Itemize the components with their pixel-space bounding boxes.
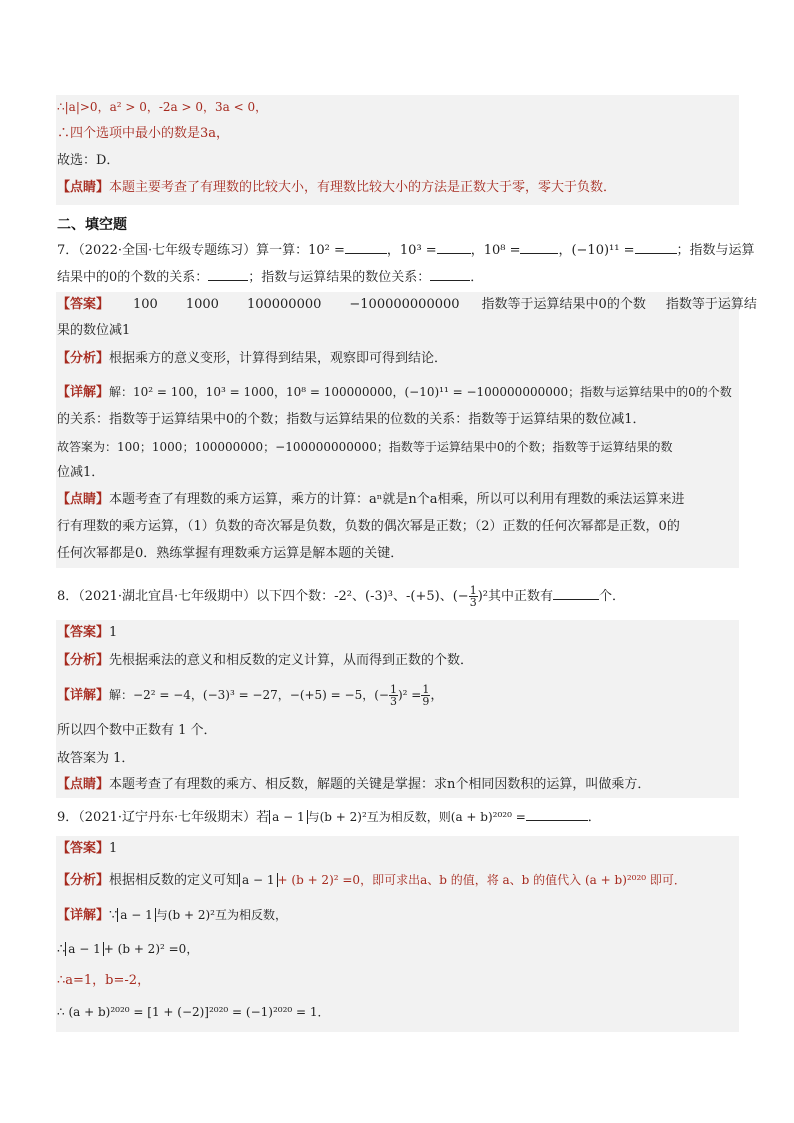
answer-value: 指数等于运算结 <box>665 297 757 312</box>
dianjing-text: 本题主要考查了有理数的比较大小，有理数比较大小的方法是正数大于零，零大于负数． <box>109 180 617 195</box>
answer-blank[interactable] <box>430 268 470 281</box>
dianjing-text: 行有理数的乘方运算，（1）负数的奇次幂是负数，负数的偶次幂是正数；（2）正数的任何次幂都是正数，0的 <box>57 519 680 534</box>
answer-value: 100000000 <box>246 297 322 312</box>
answer-choice-line: 故选：D． <box>57 153 120 168</box>
xiangjie-text: 解：10² = 100，10³ = 1000，10⁸ = 100000000，(−10)¹¹ = −100000000000；指数与运算结果中的0的个数 <box>109 385 732 399</box>
xiangjie-line <box>57 383 732 402</box>
answer-value: 指数等于运算结果中0的个数 <box>481 297 646 312</box>
question-7-stem-line1: 7．（2022·全国·七年级专题练习）算一算：10² = ，10³ = ，10⁸ = ，(−10)¹¹ = ；指数与运算 <box>57 243 755 258</box>
fraction: $\frac{1}{3}$ <box>469 584 477 609</box>
dianjing-tag: 【点睛】 <box>57 180 110 195</box>
answer-blank[interactable] <box>208 268 248 281</box>
xiangjie-tag: 【详解】 <box>57 908 110 923</box>
dianjing-text: 本题考查了有理数的乘方运算，乘方的计算：aⁿ就是n个a相乘，所以可以利用有理数的乘法运算来进 <box>109 492 685 507</box>
answer-line <box>57 840 117 858</box>
answer-blank[interactable] <box>520 241 558 254</box>
fenxi-line <box>57 350 447 368</box>
xiangjie-text: 故答案为：100；1000；100000000；−100000000000；指数等于运算结果中0的个数；指数等于运算结果的数 <box>57 440 673 454</box>
dianjing-line <box>57 491 685 509</box>
fraction: $\frac{1}{9}$ <box>422 683 430 708</box>
xiangjie-line: 【详解】∵ a − 1 与(b + 2)²互为相反数， <box>57 908 287 923</box>
answer-blank[interactable] <box>526 808 588 821</box>
xiangjie-text: 位减1． <box>57 465 105 480</box>
xiangjie-tag: 【详解】 <box>57 385 110 400</box>
fenxi-line <box>57 652 473 670</box>
fraction: $\frac{1}{3}$ <box>389 683 397 708</box>
answer-tag: 【答案】 <box>57 297 110 312</box>
xiangjie-text: 的关系：指数等于运算结果中0的个数；指数与运算结果的位数的关系：指数等于运算结果的数位减1． <box>57 412 646 427</box>
dianjing-tag: 【点睛】 <box>57 777 110 792</box>
xiangjie-text: 所以四个数中正数有 1 个． <box>57 723 217 738</box>
question-8-stem: 8．（2021·湖北宜昌·七年级期中）以下四个数：-2²、(-3)³、-(+5)、(− $\frac{1}{3}$ )²其中正数有 个． <box>57 584 625 609</box>
answer-line-cont: 果的数位减1 <box>57 323 131 338</box>
answer-blank[interactable] <box>345 241 387 254</box>
answer-value: 1 <box>109 625 118 640</box>
dianjing-text: 本题考查了有理数的乘方、相反数，解题的关键是掌握：求n个相同因数积的运算，叫做乘方． <box>109 777 651 792</box>
dianjing-line <box>57 776 650 794</box>
question-9-stem: 9．（2021·辽宁丹东·七年级期末）若 a − 1 与(b + 2)²互为相反数，则(a + b)²⁰²⁰ = ． <box>57 810 601 825</box>
xiangjie-text: ∴ (a + b)²⁰²⁰ = [1 + (−2)]²⁰²⁰ = (−1)²⁰²⁰ = 1． <box>57 1005 330 1019</box>
answer-value: 1 <box>109 841 118 856</box>
dianjing-text: 任何次幂都是0．熟练掌握有理数乘方运算是解本题的关键． <box>57 546 404 561</box>
answer-line <box>57 624 117 642</box>
fenxi-tag: 【分析】 <box>57 873 110 888</box>
fenxi-text: 先根据乘法的意义和相反数的定义计算，从而得到正数的个数． <box>109 653 474 668</box>
answer-blank[interactable] <box>635 241 677 254</box>
xiangjie-line: 【详解】解：−2² = −4，(−3)³ = −27，−(+5) = −5，(− $\frac{1}{3}$ )² = $\frac{1}{9}$ ， <box>57 683 444 708</box>
answer-line <box>57 296 757 314</box>
dianjing-line <box>57 179 616 197</box>
dianjing-tag: 【点睛】 <box>57 492 110 507</box>
answer-blank[interactable] <box>437 241 471 254</box>
fenxi-line: 【分析】根据相反数的定义可知 a − 1 + (b + 2)² =0，即可求出a、b 的值，将 a、b 的值代入 (a + b)²⁰²⁰ 即可． <box>57 873 686 888</box>
xiangjie-text: ∴a=1，b=-2， <box>57 973 151 988</box>
fenxi-tag: 【分析】 <box>57 653 110 668</box>
answer-tag: 【答案】 <box>57 841 110 856</box>
solution-line: ∴|a|>0，a² > 0，-2a > 0，3a < 0， <box>57 100 268 114</box>
answer-value: 1000 <box>185 297 219 312</box>
answer-tag: 【答案】 <box>57 625 110 640</box>
xiangjie-tag: 【详解】 <box>57 688 110 703</box>
xiangjie-text: 故答案为 1． <box>57 751 135 766</box>
answer-value: 100 <box>133 297 158 312</box>
solution-line: ∴四个选项中最小的数是3a， <box>57 126 230 141</box>
solution-block-q8 <box>56 620 739 798</box>
answer-value: −100000000000 <box>349 297 460 312</box>
fenxi-text: 根据乘方的意义变形，计算得到结果，观察即可得到结论． <box>109 351 448 366</box>
xiangjie-line: ∴ a − 1 + (b + 2)² =0， <box>57 942 199 957</box>
fenxi-tag: 【分析】 <box>57 351 110 366</box>
section-heading: 二、填空题 <box>57 217 127 233</box>
answer-blank[interactable] <box>553 587 599 600</box>
question-7-stem-line2: 结果中的0的个数的关系： ；指数与运算结果的数位关系： ． <box>57 270 484 285</box>
